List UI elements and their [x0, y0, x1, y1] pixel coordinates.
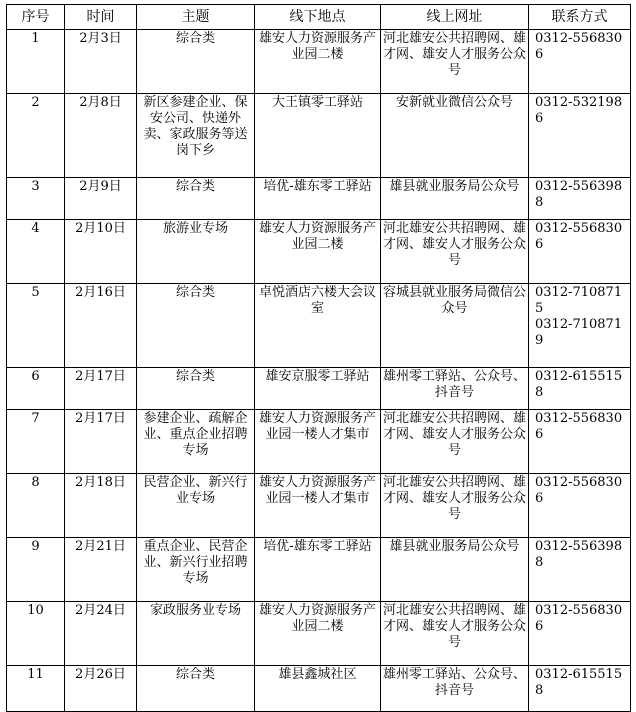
table-row	[7, 666, 631, 712]
cell-online-url: 雄县就业服务局公众号	[381, 178, 529, 220]
cell-contact	[529, 666, 631, 712]
cell-offline-location: 培优-雄东零工驿站	[255, 178, 381, 220]
cell-contact	[529, 30, 631, 94]
cell-offline-location: 雄安人力资源服务产业园二楼	[255, 220, 381, 284]
cell-topic: 综合类	[137, 666, 255, 712]
cell-offline-location: 雄安人力资源服务产业园一楼人才集市	[255, 410, 381, 474]
cell-topic: 参建企业、疏解企业、重点企业招聘专场	[137, 410, 255, 474]
cell-contact	[529, 368, 631, 410]
cell-online-url: 雄县就业服务局公众号	[381, 538, 529, 602]
cell-no: 4	[7, 220, 65, 284]
cell-date: 2月24日	[65, 602, 137, 666]
cell-offline-location: 卓悦酒店六楼大会议室	[255, 284, 381, 368]
cell-no: 10	[7, 602, 65, 666]
header-offline-location: 线下地点	[255, 5, 381, 30]
table-body	[7, 30, 631, 712]
cell-contact	[529, 220, 631, 284]
contact-phone: 0312-5568306	[535, 221, 623, 252]
cell-online-url: 容城县就业服务局微信公众号	[381, 284, 529, 368]
contact-phone: 0312-5568306	[535, 411, 623, 442]
cell-offline-location: 雄安人力资源服务产业园二楼	[255, 30, 381, 94]
cell-no: 11	[7, 666, 65, 712]
cell-no: 3	[7, 178, 65, 220]
cell-topic: 综合类	[137, 368, 255, 410]
header-contact: 联系方式	[529, 5, 631, 30]
cell-offline-location: 雄县鑫城社区	[255, 666, 381, 712]
cell-topic: 新区参建企业、保安公司、快递外卖、家政服务等送岗下乡	[137, 94, 255, 178]
cell-date: 2月3日	[65, 30, 137, 94]
cell-date: 2月16日	[65, 284, 137, 368]
cell-online-url: 河北雄安公共招聘网、雄才网、雄安人才服务公众号	[381, 474, 529, 538]
cell-no: 9	[7, 538, 65, 602]
table-row	[7, 220, 631, 284]
contact-phone: 0312-5563988	[535, 539, 623, 570]
cell-online-url: 雄州零工驿站、公众号、抖音号	[381, 368, 529, 410]
cell-contact	[529, 410, 631, 474]
cell-topic: 家政服务业专场	[137, 602, 255, 666]
table-row	[7, 368, 631, 410]
header-online-url: 线上网址	[381, 5, 529, 30]
contact-phone: 0312-5568306	[535, 475, 623, 506]
cell-date: 2月10日	[65, 220, 137, 284]
cell-online-url: 河北雄安公共招聘网、雄才网、雄安人才服务公众号	[381, 220, 529, 284]
contact-phone: 0312-6155158	[535, 667, 623, 698]
table-row	[7, 94, 631, 178]
cell-no: 6	[7, 368, 65, 410]
table-row	[7, 284, 631, 368]
table-row	[7, 474, 631, 538]
cell-offline-location: 大王镇零工驿站	[255, 94, 381, 178]
cell-date: 2月9日	[65, 178, 137, 220]
table-row	[7, 602, 631, 666]
cell-date: 2月17日	[65, 368, 137, 410]
header-no: 序号	[7, 5, 65, 30]
contact-phone: 0312-5568306	[535, 603, 623, 634]
contact-phone: 0312-6155158	[535, 369, 623, 400]
cell-contact	[529, 538, 631, 602]
cell-online-url: 河北雄安公共招聘网、雄才网、雄安人才服务公众号	[381, 602, 529, 666]
cell-contact	[529, 94, 631, 178]
cell-online-url: 河北雄安公共招聘网、雄才网、雄安人才服务公众号	[381, 410, 529, 474]
cell-date: 2月21日	[65, 538, 137, 602]
contact-phone: 0312-5563988	[535, 179, 623, 210]
header-date: 时间	[65, 5, 137, 30]
cell-offline-location: 培优-雄东零工驿站	[255, 538, 381, 602]
cell-no: 5	[7, 284, 65, 368]
cell-no: 2	[7, 94, 65, 178]
cell-topic: 旅游业专场	[137, 220, 255, 284]
cell-date: 2月17日	[65, 410, 137, 474]
table-header-row	[7, 5, 631, 30]
table-row	[7, 178, 631, 220]
table-row	[7, 410, 631, 474]
cell-topic: 重点企业、民营企业、新兴行业招聘专场	[137, 538, 255, 602]
contact-phone: 0312-5568306	[535, 31, 623, 62]
cell-offline-location: 雄安人力资源服务产业园二楼	[255, 602, 381, 666]
header-topic: 主题	[137, 5, 255, 30]
cell-contact	[529, 474, 631, 538]
cell-offline-location: 雄安京服零工驿站	[255, 368, 381, 410]
cell-contact	[529, 602, 631, 666]
cell-contact	[529, 284, 631, 368]
cell-date: 2月18日	[65, 474, 137, 538]
cell-topic: 综合类	[137, 284, 255, 368]
cell-no: 8	[7, 474, 65, 538]
table-row	[7, 30, 631, 94]
cell-online-url: 安新就业微信公众号	[381, 94, 529, 178]
table-row	[7, 538, 631, 602]
cell-offline-location: 雄安人力资源服务产业园一楼人才集市	[255, 474, 381, 538]
cell-no: 7	[7, 410, 65, 474]
job-fair-schedule-table	[6, 4, 631, 712]
cell-online-url: 河北雄安公共招聘网、雄才网、雄安人才服务公众号	[381, 30, 529, 94]
cell-online-url: 雄州零工驿站、公众号、抖音号	[381, 666, 529, 712]
cell-date: 2月8日	[65, 94, 137, 178]
cell-topic: 综合类	[137, 178, 255, 220]
cell-topic: 综合类	[137, 30, 255, 94]
cell-date: 2月26日	[65, 666, 137, 712]
cell-contact	[529, 178, 631, 220]
contact-phone: 0312-7108715	[535, 285, 623, 316]
cell-topic: 民营企业、新兴行业专场	[137, 474, 255, 538]
contact-phone: 0312-5321986	[535, 95, 623, 126]
cell-no: 1	[7, 30, 65, 94]
contact-phone: 0312-7108719	[535, 317, 623, 348]
